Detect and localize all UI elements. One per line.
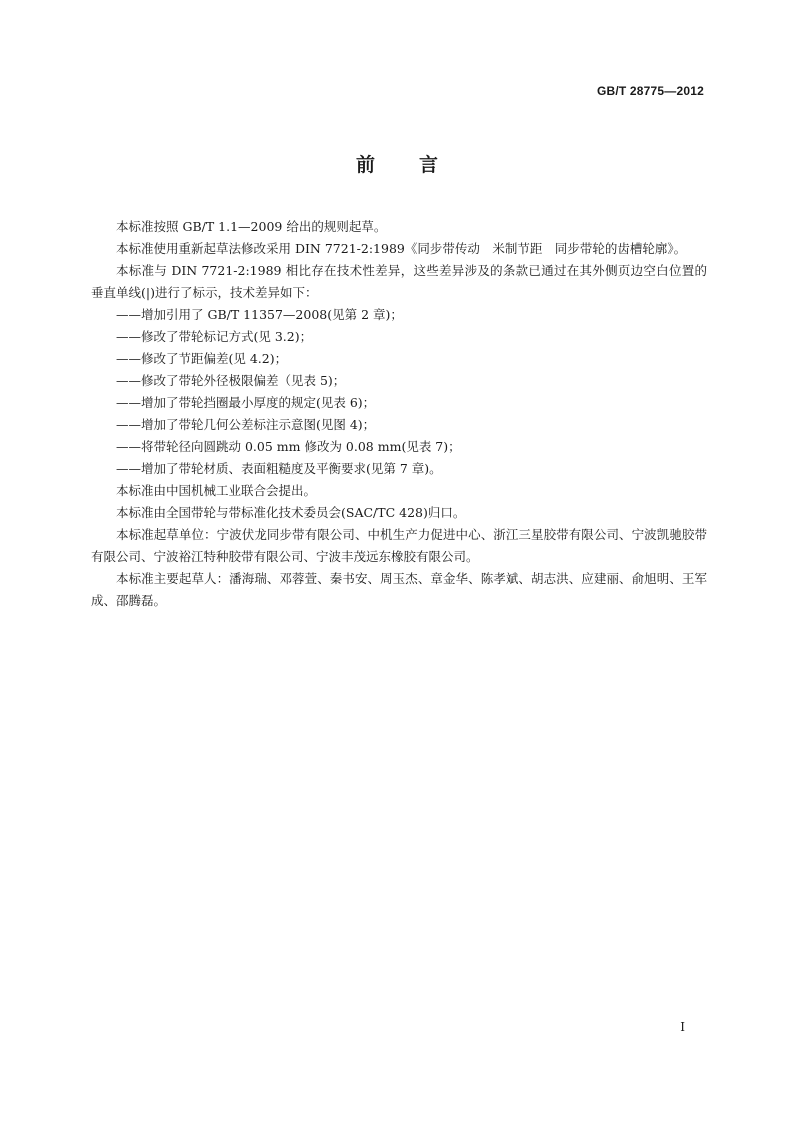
foreword-body [91, 216, 707, 612]
difference-item: ——修改了带轮外径极限偏差（见表 5)； [116, 373, 346, 388]
standard-code: GB/T 28775—2012 [596, 84, 704, 98]
difference-item: ——将带轮径向圆跳动 0.05 mm 修改为 0.08 mm(见表 7)； [116, 439, 461, 454]
difference-item: ——增加了带轮挡圈最小厚度的规定(见表 6)； [116, 395, 376, 410]
difference-item: ——增加了带轮材质、表面粗糙度及平衡要求(见第 7 章)。 [116, 461, 442, 476]
paragraph-administrator: 本标准由全国带轮与带标准化技术委员会(SAC/TC 428)归口。 [116, 505, 466, 520]
paragraph-adoption: 本标准使用重新起草法修改采用 DIN 7721-2:1989《同步带传动 米制节距 同步带轮的齿槽轮廓》。 [116, 241, 687, 256]
paragraph-drafting-rules: 本标准按照 GB/T 1.1—2009 给出的规则起草。 [116, 219, 387, 234]
difference-item: ——增加引用了 GB/T 11357—2008(见第 2 章)； [116, 307, 403, 322]
paragraph-drafting-units: 本标准起草单位：宁波伏龙同步带有限公司、中机生产力促进中心、浙江三星胶带有限公司、宁波凯驰胶带有限公司、宁波裕江特种胶带有限公司、宁波丰茂远东橡胶有限公司。 [91, 527, 707, 564]
difference-item: ——增加了带轮几何公差标注示意图(见图 4)； [116, 417, 376, 432]
page-title: 前言 [355, 154, 482, 176]
page-number: I [680, 1020, 685, 1034]
difference-item: ——修改了带轮标记方式(见 3.2)； [116, 329, 313, 344]
paragraph-proposer: 本标准由中国机械工业联合会提出。 [116, 483, 317, 498]
paragraph-drafters: 本标准主要起草人：潘海瑞、邓蓉萱、秦书安、周玉杰、章金华、陈孝斌、胡志洪、应建丽、俞旭明、王军成、邵腾磊。 [91, 571, 707, 608]
paragraph-technical-differences: 本标准与 DIN 7721-2:1989 相比存在技术性差异，这些差异涉及的条款已通过在其外侧页边空白位置的垂直单线(|)进行了标示，技术差异如下： [91, 263, 707, 300]
difference-item: ——修改了节距偏差(见 4.2)； [116, 351, 288, 366]
